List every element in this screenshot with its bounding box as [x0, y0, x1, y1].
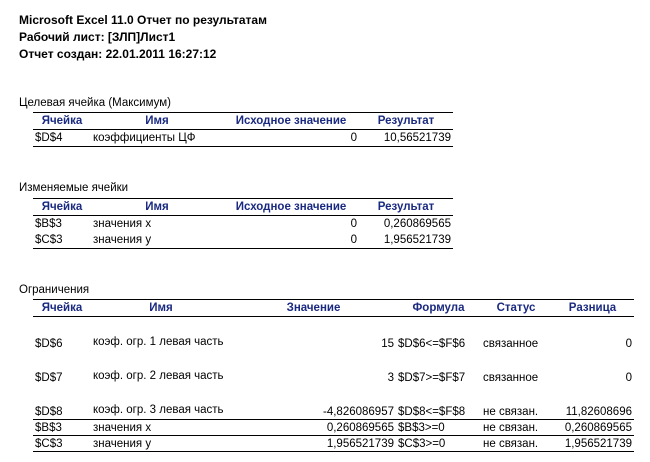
table-row — [33, 436, 634, 452]
table-row — [33, 420, 634, 436]
cell-status[interactable]: связанное — [483, 338, 539, 350]
cell-ref[interactable]: $B$3 — [33, 420, 91, 436]
cell-formula[interactable]: $C$3>=0 — [396, 436, 481, 452]
col-header-value: Значение — [231, 300, 396, 317]
col-header-result: Результат — [359, 199, 453, 216]
table-row — [33, 130, 453, 147]
cell-formula[interactable]: $D$8<=$F$8 — [396, 385, 481, 420]
col-header-name: Имя — [91, 199, 223, 216]
cell-name[interactable]: значения y — [91, 436, 231, 452]
cell-name[interactable]: коэф. огр. 1 левая часть — [93, 336, 224, 348]
cell-name[interactable]: значения x — [93, 218, 152, 230]
cell-result[interactable]: 1,956521739 — [359, 232, 453, 249]
cell-ref[interactable]: $D$7 — [35, 372, 63, 384]
table-row — [33, 216, 453, 233]
report-title: Microsoft Excel 11.0 Отчет по результатам — [19, 13, 267, 27]
target-table — [33, 112, 453, 147]
cell-ref[interactable]: $D$8 — [33, 385, 91, 420]
table-row — [33, 385, 634, 420]
cell-formula[interactable]: $D$7>=$F$7 — [398, 372, 466, 384]
cell-name[interactable]: коэффициенты ЦФ — [91, 130, 223, 147]
cell-name[interactable]: коэф. огр. 2 левая часть — [93, 370, 224, 382]
cell-diff[interactable]: 11,82608696 — [551, 385, 634, 420]
target-section-title: Целевая ячейка (Максимум) — [19, 97, 171, 109]
cell-value[interactable]: 1,956521739 — [231, 436, 396, 452]
col-header-initial: Исходное значение — [223, 199, 359, 216]
cell-name[interactable]: значения y — [91, 232, 223, 249]
col-header-cell: Ячейка — [33, 113, 91, 130]
table-row — [33, 232, 453, 249]
cell-name[interactable]: значения x — [91, 420, 231, 436]
cell-value[interactable]: -4,826086957 — [231, 385, 396, 420]
cell-status[interactable]: связанное — [483, 372, 539, 384]
cell-ref[interactable]: $C$3 — [33, 436, 91, 452]
cell-value[interactable]: 3 — [387, 372, 394, 384]
col-header-name: Имя — [91, 300, 231, 317]
cell-status[interactable]: не связан. — [481, 385, 551, 420]
cell-ref[interactable]: $D$4 — [33, 130, 91, 147]
cell-status[interactable]: не связан. — [481, 436, 551, 452]
table-row — [33, 317, 634, 352]
cell-value[interactable]: 0,260869565 — [231, 420, 396, 436]
col-header-formula: Формула — [396, 300, 481, 317]
cell-diff[interactable]: 0 — [625, 372, 632, 384]
cell-status[interactable]: не связан. — [481, 420, 551, 436]
report-worksheet: Рабочий лист: [ЗЛП]Лист1 — [19, 30, 176, 44]
variables-section-title: Изменяемые ячейки — [19, 182, 129, 194]
cell-result[interactable]: 10,56521739 — [359, 130, 453, 147]
cell-diff[interactable]: 0,260869565 — [551, 420, 634, 436]
cell-diff[interactable]: 1,956521739 — [551, 436, 634, 452]
col-header-diff: Разница — [551, 300, 634, 317]
col-header-initial: Исходное значение — [223, 113, 359, 130]
constraints-table — [33, 299, 634, 452]
col-header-status: Статус — [481, 300, 551, 317]
cell-value[interactable]: 15 — [381, 338, 394, 350]
variables-table — [33, 198, 453, 249]
table-row — [33, 351, 634, 385]
cell-initial[interactable]: 0 — [223, 232, 359, 249]
cell-name[interactable]: коэф. огр. 3 левая часть — [91, 385, 231, 420]
cell-diff[interactable]: 0 — [625, 338, 632, 350]
col-header-cell: Ячейка — [33, 300, 91, 317]
cell-ref[interactable]: $C$3 — [33, 232, 91, 249]
cell-ref[interactable]: $B$3 — [35, 218, 62, 230]
col-header-result: Результат — [359, 113, 453, 130]
col-header-name: Имя — [91, 113, 223, 130]
col-header-cell: Ячейка — [33, 199, 91, 216]
cell-initial[interactable]: 0 — [223, 130, 359, 147]
cell-result[interactable]: 0,260869565 — [383, 218, 451, 230]
report-created: Отчет создан: 22.01.2011 16:27:12 — [19, 47, 217, 61]
cell-formula[interactable]: $D$6<=$F$6 — [398, 338, 466, 350]
constraints-section-title: Ограничения — [19, 284, 90, 296]
cell-formula[interactable]: $B$3>=0 — [396, 420, 481, 436]
cell-initial[interactable]: 0 — [350, 218, 357, 230]
cell-ref[interactable]: $D$6 — [35, 338, 63, 350]
